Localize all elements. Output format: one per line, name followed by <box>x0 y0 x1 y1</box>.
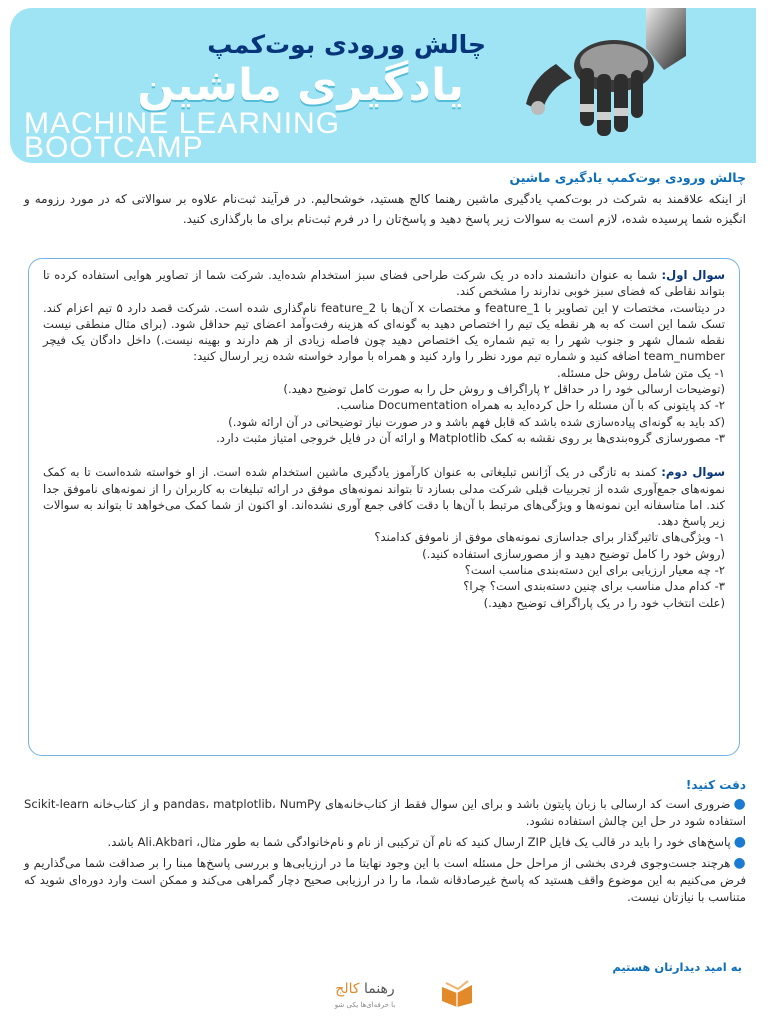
question-2-item-3: ۳- کدام مدل مناسب برای چنین دسته‌بندی است؟ چرا؟ <box>463 579 725 594</box>
banner-title-line1: چالش ورودی بوت‌کمپ <box>207 30 486 59</box>
header-banner <box>10 8 756 163</box>
bullet-icon: ● <box>733 855 746 871</box>
logo-name-part2: کالج <box>335 981 360 997</box>
question-2-item-2: ۲- چه معیار ارزیابی برای این دسته‌بندی مناسب است؟ <box>464 563 725 578</box>
bullet-icon: ● <box>733 834 746 850</box>
note-text: پاسخ‌های خود را باید در قالب یک فایل ZIP ارسال کنید که نام آن ترکیبی از نام و نام‌خانوادگی شما به طور مثال، Ali.Akbari باشد. <box>107 835 731 849</box>
question-1-details: در دیتاست، مختصات y این تصاویر با feature_1 و مختصات x آن‌ها با feature_2 نام‌گذاری شده است. شرکت قصد دارد ۵ تیم اعزام کند. تسک شما این است که به هر نقطه یک تیم را اختصاص دهید به گونه‌ای که هزینه رفت‌وآمد اعضای تیم حداقل شود. (برای مثال منطقی نیست نقطه شمال شهر و جنوب شهر را به تیم شماره یک اختصاص دهید چون فاصله زیادی از هم دارند و بهینه نیست.) داخل دادگان یک فیچر team_number اضافه کنید و شماره تیم مورد نظر را وارد کنید و همراه با موارد خواسته شده زیر ارسال کنید: <box>43 300 725 364</box>
banner-english-line2: BOOTCAMP <box>24 131 204 163</box>
closing-line: به امید دیدارتان هستیم <box>612 960 742 974</box>
question-1-label: سوال اول: <box>661 268 725 282</box>
question-2-item-1-note: (روش خود را کامل توضیح دهید و از مصورسازی استفاده کنید.) <box>422 546 725 561</box>
logo-tagline: با حرفه‌ای‌ها یکی شو <box>334 1001 396 1009</box>
intro-paragraph: از اینکه علاقمند به شرکت در بوت‌کمپ یادگیری ماشین رهنما کالج هستید، خوشحالیم. در فرآیند ثبت‌نام علاوه بر سوالاتی که در مورد رزومه و انگیزه شما پرسیده شده، لازم است به سوالات زیر پاسخ دهید و پاسخ‌تان را در فرم ثبت‌نام برای ما بارگذاری کنید. <box>24 192 746 226</box>
question-1-item-1-note: (توضیحات ارسالی خود را در حداقل ۲ پاراگراف و روش حل را به صورت کامل توضیح دهید.) <box>283 382 725 397</box>
note-item <box>24 834 746 851</box>
logo-name <box>290 981 440 997</box>
question-2-paragraph: کمند به تازگی در یک آژانس تبلیغاتی به عنوان کارآموز یادگیری ماشین استخدام شده است. از او خواسته شده‌است تا به کمک نمونه‌های جمع‌آوری شده از تجربیات قبلی شرکت مدلی بسازد تا بتواند نمونه‌های موفق در ارائه تبلیغات به کاربران را از نمونه‌های ناموفق جدا کند. اما متاسفانه این نمونه‌ها و ویژگی‌های مرتبط با آن‌ها با دقت کافی جمع آوری نشده‌اند. او اکنون از شما کمک می‌خواهد تا بتواند به سوالات زیر پاسخ دهد. <box>43 465 725 529</box>
intro-heading: چالش ورودی بوت‌کمپ یادگیری ماشین <box>509 170 746 185</box>
spacer <box>43 446 725 464</box>
banner-title-line2: یادگیری ماشین <box>137 60 464 111</box>
question-2-label: سوال دوم: <box>661 465 726 480</box>
intro-section <box>24 170 746 229</box>
question-1-item-2-note: (کد باید به گونه‌ای پیاده‌سازی شده باشد که قابل فهم باشد و در صورت نیاز توضیحاتی در آن ارائه شود.) <box>228 414 725 429</box>
question-2-intro <box>43 464 725 529</box>
bullet-icon: ● <box>733 796 746 812</box>
question-1-intro <box>43 267 725 300</box>
question-1-paragraph: شما به عنوان دانشمند داده در یک شرکت طراحی فضای سبز استخدام شده‌اید. شرکت شما از تصاویر هوایی استفاده کرده تا بتواند نقاطی که فضای سبز خوبی ندارند را مشخص کند. <box>43 268 725 299</box>
question-2-item-1: ۱- ویژگی‌های تاثیرگذار برای جداسازی نمونه‌های موفق از ناموفق کدامند؟ <box>374 530 725 545</box>
question-1-item-2: ۲- کد پایتونی که با آن مسئله را حل کرده‌اید به همراه Documentation مناسب. <box>336 398 725 413</box>
logo-name-part1: رهنما <box>363 981 395 997</box>
note-item <box>24 796 746 830</box>
banner-english-line1: MACHINE LEARNING <box>24 107 341 140</box>
notes-section <box>24 777 746 910</box>
robot-hand-illustration <box>496 8 686 163</box>
logo-book-icon <box>440 979 474 1009</box>
note-item <box>24 855 746 906</box>
question-1-item-3: ۳- مصورسازی گروه‌بندی‌ها بر روی نقشه به کمک Matplotlib و ارائه آن در فایل خروجی امتیاز مثبت دارد. <box>216 430 725 445</box>
note-text: هرچند جست‌وجوی فردی بخشی از مراحل حل مسئله است با این وجود نهایتا ما در ارزیابی‌ها و بررسی پاسخ‌ها مبنا را بر صداقت شما می‌گذاریم و فرض می‌کنیم به این موضوع واقف هستید که پاسخ غیرصادقانه شما، ما را در ارزیابی صحیح دچار گمراهی می‌کند و ممکن است وارد دوره‌ای شوید که متناسب با نیازتان نیست. <box>24 856 746 904</box>
question-2-item-3-note: (علت انتخاب خود را در یک پاراگراف توضیح دهید.) <box>483 595 725 610</box>
questions-box <box>28 258 740 756</box>
question-1-item-1: ۱- یک متن شامل روش حل مسئله. <box>557 365 725 380</box>
rahnama-college-logo <box>290 975 480 1015</box>
note-text: ضروری است کد ارسالی با زبان پایتون باشد و برای این سوال فقط از کتاب‌خانه‌های pandas، matplotlib، NumPy و از کتاب‌خانه Scikit-learn استفاده شود در حل این چالش استفاده نشود. <box>24 797 746 828</box>
notes-heading: دقت کنید! <box>685 778 746 792</box>
banner-english-title <box>24 107 341 163</box>
